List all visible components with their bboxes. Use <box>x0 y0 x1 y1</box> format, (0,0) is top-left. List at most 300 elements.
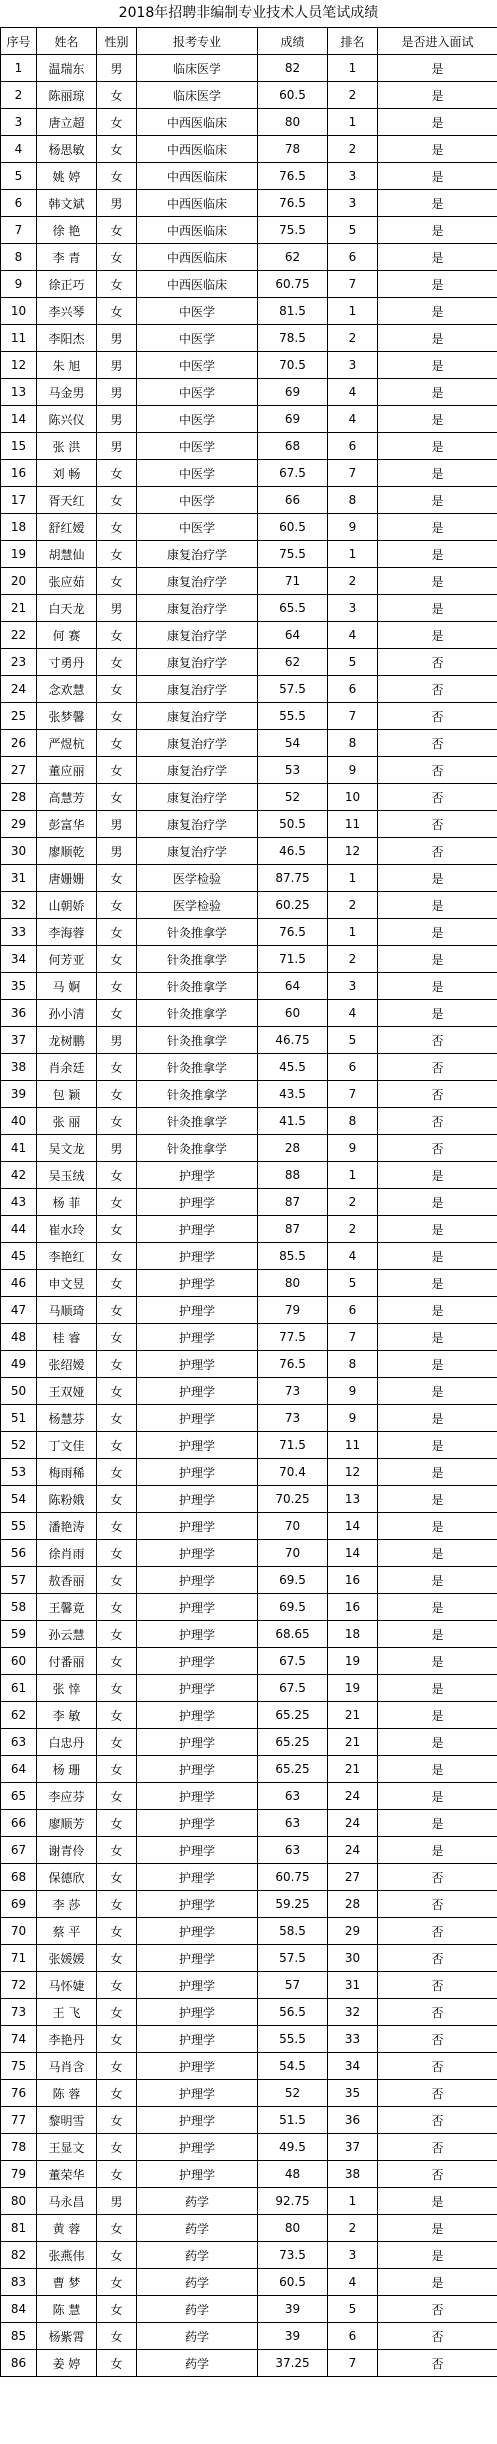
cell-gender: 女 <box>97 1216 137 1243</box>
cell-score: 76.5 <box>258 1351 328 1378</box>
cell-major: 护理学 <box>137 1756 258 1783</box>
cell-major: 护理学 <box>137 2026 258 2053</box>
cell-gender: 女 <box>97 487 137 514</box>
table-row <box>1 1756 497 1783</box>
cell-score: 65.25 <box>258 1756 328 1783</box>
cell-index: 2 <box>1 82 37 109</box>
cell-interview: 否 <box>378 1135 497 1162</box>
cell-rank: 9 <box>328 1405 378 1432</box>
cell-index: 36 <box>1 1000 37 1027</box>
table-row <box>1 811 497 838</box>
cell-score: 57 <box>258 1972 328 1999</box>
cell-name: 龙树鹏 <box>37 1027 97 1054</box>
cell-major: 中医学 <box>137 325 258 352</box>
cell-major: 药学 <box>137 2215 258 2242</box>
cell-interview: 否 <box>378 2026 497 2053</box>
cell-name: 蔡 平 <box>37 1918 97 1945</box>
cell-name: 胥天红 <box>37 487 97 514</box>
cell-name: 舒红嫒 <box>37 514 97 541</box>
cell-score: 57.5 <box>258 676 328 703</box>
cell-index: 10 <box>1 298 37 325</box>
cell-major: 中医学 <box>137 487 258 514</box>
cell-interview: 否 <box>378 784 497 811</box>
cell-name: 白天龙 <box>37 595 97 622</box>
table-row <box>1 1675 497 1702</box>
table-row <box>1 1216 497 1243</box>
cell-gender: 男 <box>97 379 137 406</box>
cell-index: 55 <box>1 1513 37 1540</box>
cell-index: 43 <box>1 1189 37 1216</box>
cell-rank: 33 <box>328 2026 378 2053</box>
cell-score: 77.5 <box>258 1324 328 1351</box>
table-row <box>1 2026 497 2053</box>
table-row <box>1 379 497 406</box>
cell-score: 60.75 <box>258 1864 328 1891</box>
cell-index: 84 <box>1 2296 37 2323</box>
table-row <box>1 136 497 163</box>
cell-rank: 2 <box>328 1216 378 1243</box>
table-row <box>1 1567 497 1594</box>
cell-index: 41 <box>1 1135 37 1162</box>
cell-score: 50.5 <box>258 811 328 838</box>
header-rank: 排名 <box>328 28 378 55</box>
cell-major: 护理学 <box>137 1378 258 1405</box>
cell-rank: 3 <box>328 2242 378 2269</box>
cell-index: 9 <box>1 271 37 298</box>
cell-index: 39 <box>1 1081 37 1108</box>
cell-gender: 男 <box>97 325 137 352</box>
cell-major: 康复治疗学 <box>137 595 258 622</box>
table-row <box>1 622 497 649</box>
table-row <box>1 1081 497 1108</box>
cell-major: 康复治疗学 <box>137 649 258 676</box>
cell-interview: 否 <box>378 1054 497 1081</box>
cell-rank: 3 <box>328 190 378 217</box>
cell-score: 54.5 <box>258 2053 328 2080</box>
cell-gender: 女 <box>97 1945 137 1972</box>
cell-gender: 女 <box>97 730 137 757</box>
table-row <box>1 946 497 973</box>
cell-score: 68.65 <box>258 1621 328 1648</box>
cell-score: 73 <box>258 1405 328 1432</box>
cell-major: 药学 <box>137 2323 258 2350</box>
cell-index: 51 <box>1 1405 37 1432</box>
cell-name: 申文昱 <box>37 1270 97 1297</box>
cell-major: 护理学 <box>137 1297 258 1324</box>
cell-name: 杨 珊 <box>37 1756 97 1783</box>
cell-rank: 4 <box>328 1000 378 1027</box>
cell-gender: 女 <box>97 2161 137 2188</box>
cell-name: 王显文 <box>37 2134 97 2161</box>
cell-name: 桂 睿 <box>37 1324 97 1351</box>
cell-rank: 6 <box>328 2323 378 2350</box>
table-row <box>1 1027 497 1054</box>
cell-gender: 男 <box>97 406 137 433</box>
cell-name: 孙云慧 <box>37 1621 97 1648</box>
cell-score: 46.75 <box>258 1027 328 1054</box>
cell-index: 6 <box>1 190 37 217</box>
cell-interview: 是 <box>378 919 497 946</box>
cell-major: 护理学 <box>137 1486 258 1513</box>
cell-interview: 否 <box>378 1891 497 1918</box>
cell-index: 16 <box>1 460 37 487</box>
cell-score: 65.25 <box>258 1702 328 1729</box>
cell-major: 临床医学 <box>137 82 258 109</box>
cell-index: 45 <box>1 1243 37 1270</box>
cell-gender: 男 <box>97 190 137 217</box>
cell-name: 唐姗姗 <box>37 865 97 892</box>
cell-rank: 30 <box>328 1945 378 1972</box>
cell-gender: 男 <box>97 433 137 460</box>
cell-rank: 36 <box>328 2107 378 2134</box>
cell-major: 护理学 <box>137 1945 258 1972</box>
table-row <box>1 676 497 703</box>
cell-major: 中医学 <box>137 352 258 379</box>
cell-gender: 男 <box>97 1027 137 1054</box>
cell-interview: 否 <box>378 1081 497 1108</box>
cell-gender: 女 <box>97 865 137 892</box>
cell-index: 65 <box>1 1783 37 1810</box>
table-row <box>1 919 497 946</box>
cell-gender: 女 <box>97 1162 137 1189</box>
cell-score: 69 <box>258 406 328 433</box>
cell-rank: 9 <box>328 514 378 541</box>
cell-rank: 9 <box>328 1378 378 1405</box>
cell-name: 杨慧芬 <box>37 1405 97 1432</box>
cell-major: 护理学 <box>137 1432 258 1459</box>
cell-name: 廖顺芳 <box>37 1810 97 1837</box>
cell-gender: 女 <box>97 1108 137 1135</box>
cell-gender: 女 <box>97 649 137 676</box>
cell-rank: 19 <box>328 1648 378 1675</box>
cell-index: 86 <box>1 2350 37 2377</box>
cell-gender: 女 <box>97 1297 137 1324</box>
cell-name: 李 敏 <box>37 1702 97 1729</box>
cell-rank: 4 <box>328 379 378 406</box>
header-interview: 是否进入面试 <box>378 28 497 55</box>
table-row <box>1 1891 497 1918</box>
cell-gender: 女 <box>97 1378 137 1405</box>
cell-interview: 是 <box>378 55 497 82</box>
cell-name: 廖顺乾 <box>37 838 97 865</box>
cell-gender: 女 <box>97 1756 137 1783</box>
cell-name: 李 莎 <box>37 1891 97 1918</box>
cell-major: 针灸推拿学 <box>137 1000 258 1027</box>
cell-index: 70 <box>1 1918 37 1945</box>
table-row <box>1 1459 497 1486</box>
cell-score: 87 <box>258 1189 328 1216</box>
table-row <box>1 1594 497 1621</box>
cell-interview: 是 <box>378 1162 497 1189</box>
cell-rank: 4 <box>328 1243 378 1270</box>
table-row <box>1 865 497 892</box>
cell-major: 康复治疗学 <box>137 757 258 784</box>
cell-rank: 7 <box>328 460 378 487</box>
cell-interview: 是 <box>378 1324 497 1351</box>
cell-major: 护理学 <box>137 1216 258 1243</box>
cell-score: 70.4 <box>258 1459 328 1486</box>
cell-name: 陈 慧 <box>37 2296 97 2323</box>
cell-rank: 32 <box>328 1999 378 2026</box>
cell-score: 39 <box>258 2296 328 2323</box>
cell-interview: 是 <box>378 1243 497 1270</box>
cell-score: 76.5 <box>258 190 328 217</box>
cell-rank: 2 <box>328 82 378 109</box>
table-row <box>1 1270 497 1297</box>
cell-name: 胡慧仙 <box>37 541 97 568</box>
cell-name: 崔水玲 <box>37 1216 97 1243</box>
cell-rank: 27 <box>328 1864 378 1891</box>
cell-major: 护理学 <box>137 1189 258 1216</box>
cell-major: 中西医临床 <box>137 163 258 190</box>
cell-major: 护理学 <box>137 1999 258 2026</box>
cell-name: 董荣华 <box>37 2161 97 2188</box>
cell-index: 28 <box>1 784 37 811</box>
cell-index: 27 <box>1 757 37 784</box>
cell-score: 55.5 <box>258 2026 328 2053</box>
cell-score: 92.75 <box>258 2188 328 2215</box>
table-row <box>1 1189 497 1216</box>
cell-name: 黎明雪 <box>37 2107 97 2134</box>
cell-gender: 女 <box>97 784 137 811</box>
table-row <box>1 460 497 487</box>
cell-score: 65.25 <box>258 1729 328 1756</box>
cell-score: 68 <box>258 433 328 460</box>
cell-rank: 19 <box>328 1675 378 1702</box>
cell-rank: 11 <box>328 811 378 838</box>
cell-name: 包 颖 <box>37 1081 97 1108</box>
cell-index: 66 <box>1 1810 37 1837</box>
cell-gender: 女 <box>97 2053 137 2080</box>
cell-major: 护理学 <box>137 1513 258 1540</box>
cell-major: 护理学 <box>137 1729 258 1756</box>
table-row <box>1 1702 497 1729</box>
cell-rank: 6 <box>328 1054 378 1081</box>
cell-name: 张绍嫒 <box>37 1351 97 1378</box>
cell-gender: 女 <box>97 1432 137 1459</box>
header-name: 姓名 <box>37 28 97 55</box>
cell-index: 75 <box>1 2053 37 2080</box>
cell-interview: 是 <box>378 136 497 163</box>
cell-rank: 7 <box>328 703 378 730</box>
cell-rank: 5 <box>328 2296 378 2323</box>
cell-rank: 34 <box>328 2053 378 2080</box>
cell-gender: 男 <box>97 2188 137 2215</box>
cell-interview: 是 <box>378 163 497 190</box>
cell-name: 马顺琦 <box>37 1297 97 1324</box>
cell-rank: 38 <box>328 2161 378 2188</box>
cell-score: 63 <box>258 1810 328 1837</box>
cell-major: 护理学 <box>137 1405 258 1432</box>
cell-interview: 是 <box>378 1756 497 1783</box>
cell-name: 张燕伟 <box>37 2242 97 2269</box>
cell-major: 护理学 <box>137 1864 258 1891</box>
cell-interview: 否 <box>378 2161 497 2188</box>
cell-interview: 是 <box>378 298 497 325</box>
cell-rank: 2 <box>328 136 378 163</box>
cell-index: 3 <box>1 109 37 136</box>
cell-rank: 12 <box>328 1459 378 1486</box>
cell-rank: 16 <box>328 1594 378 1621</box>
cell-interview: 否 <box>378 1108 497 1135</box>
cell-major: 康复治疗学 <box>137 784 258 811</box>
table-row <box>1 1648 497 1675</box>
cell-score: 70 <box>258 1540 328 1567</box>
cell-major: 护理学 <box>137 2080 258 2107</box>
cell-interview: 否 <box>378 1918 497 1945</box>
table-row <box>1 2188 497 2215</box>
table-row <box>1 1135 497 1162</box>
cell-interview: 是 <box>378 2242 497 2269</box>
table-row <box>1 1324 497 1351</box>
cell-rank: 21 <box>328 1729 378 1756</box>
cell-gender: 女 <box>97 1783 137 1810</box>
cell-index: 18 <box>1 514 37 541</box>
cell-major: 中西医临床 <box>137 136 258 163</box>
cell-score: 67.5 <box>258 1648 328 1675</box>
table-row <box>1 2215 497 2242</box>
cell-index: 85 <box>1 2323 37 2350</box>
cell-index: 69 <box>1 1891 37 1918</box>
cell-major: 药学 <box>137 2350 258 2377</box>
cell-gender: 女 <box>97 2134 137 2161</box>
cell-name: 杨紫霄 <box>37 2323 97 2350</box>
cell-score: 71 <box>258 568 328 595</box>
cell-gender: 女 <box>97 2269 137 2296</box>
cell-name: 李 青 <box>37 244 97 271</box>
table-row <box>1 1999 497 2026</box>
cell-rank: 3 <box>328 163 378 190</box>
cell-index: 72 <box>1 1972 37 1999</box>
cell-major: 护理学 <box>137 1837 258 1864</box>
cell-rank: 21 <box>328 1756 378 1783</box>
cell-rank: 24 <box>328 1810 378 1837</box>
cell-name: 念欢慧 <box>37 676 97 703</box>
cell-major: 护理学 <box>137 2053 258 2080</box>
header-gender: 性别 <box>97 28 137 55</box>
cell-interview: 是 <box>378 1270 497 1297</box>
table-row <box>1 298 497 325</box>
cell-gender: 女 <box>97 2107 137 2134</box>
table-row <box>1 190 497 217</box>
cell-score: 59.25 <box>258 1891 328 1918</box>
cell-name: 徐 艳 <box>37 217 97 244</box>
table-row <box>1 1108 497 1135</box>
cell-major: 康复治疗学 <box>137 703 258 730</box>
cell-score: 71.5 <box>258 1432 328 1459</box>
cell-index: 4 <box>1 136 37 163</box>
cell-gender: 女 <box>97 1243 137 1270</box>
cell-name: 李阳杰 <box>37 325 97 352</box>
cell-gender: 女 <box>97 2080 137 2107</box>
cell-major: 康复治疗学 <box>137 838 258 865</box>
cell-gender: 女 <box>97 1405 137 1432</box>
cell-interview: 是 <box>378 1351 497 1378</box>
cell-score: 60.5 <box>258 514 328 541</box>
cell-score: 39 <box>258 2323 328 2350</box>
cell-gender: 女 <box>97 1486 137 1513</box>
table-row <box>1 271 497 298</box>
cell-rank: 13 <box>328 1486 378 1513</box>
cell-gender: 女 <box>97 2242 137 2269</box>
cell-rank: 29 <box>328 1918 378 1945</box>
cell-name: 严煜杭 <box>37 730 97 757</box>
cell-index: 58 <box>1 1594 37 1621</box>
cell-gender: 女 <box>97 1324 137 1351</box>
cell-index: 83 <box>1 2269 37 2296</box>
cell-gender: 女 <box>97 1351 137 1378</box>
cell-gender: 男 <box>97 811 137 838</box>
cell-gender: 女 <box>97 2215 137 2242</box>
cell-major: 护理学 <box>137 1810 258 1837</box>
cell-rank: 8 <box>328 1108 378 1135</box>
cell-major: 护理学 <box>137 2161 258 2188</box>
table-row <box>1 1162 497 1189</box>
cell-interview: 是 <box>378 352 497 379</box>
cell-name: 徐肖雨 <box>37 1540 97 1567</box>
cell-score: 28 <box>258 1135 328 1162</box>
cell-major: 护理学 <box>137 2134 258 2161</box>
cell-score: 78 <box>258 136 328 163</box>
cell-score: 66 <box>258 487 328 514</box>
cell-gender: 女 <box>97 946 137 973</box>
cell-name: 李兴琴 <box>37 298 97 325</box>
cell-rank: 8 <box>328 487 378 514</box>
cell-index: 74 <box>1 2026 37 2053</box>
cell-score: 41.5 <box>258 1108 328 1135</box>
cell-interview: 否 <box>378 2107 497 2134</box>
cell-rank: 12 <box>328 838 378 865</box>
cell-rank: 6 <box>328 244 378 271</box>
cell-gender: 女 <box>97 1702 137 1729</box>
cell-name: 陈粉娥 <box>37 1486 97 1513</box>
cell-rank: 8 <box>328 730 378 757</box>
cell-major: 护理学 <box>137 1648 258 1675</box>
cell-gender: 女 <box>97 1621 137 1648</box>
cell-index: 59 <box>1 1621 37 1648</box>
table-row <box>1 163 497 190</box>
table-row <box>1 1540 497 1567</box>
cell-index: 23 <box>1 649 37 676</box>
cell-name: 何 赛 <box>37 622 97 649</box>
cell-rank: 6 <box>328 676 378 703</box>
cell-index: 71 <box>1 1945 37 1972</box>
cell-index: 14 <box>1 406 37 433</box>
cell-index: 57 <box>1 1567 37 1594</box>
cell-score: 78.5 <box>258 325 328 352</box>
cell-score: 48 <box>258 2161 328 2188</box>
cell-interview: 否 <box>378 2080 497 2107</box>
cell-gender: 女 <box>97 1810 137 1837</box>
table-row <box>1 2107 497 2134</box>
cell-index: 17 <box>1 487 37 514</box>
cell-major: 护理学 <box>137 1243 258 1270</box>
cell-name: 白忠丹 <box>37 1729 97 1756</box>
cell-interview: 是 <box>378 1486 497 1513</box>
cell-rank: 1 <box>328 298 378 325</box>
cell-score: 76.5 <box>258 163 328 190</box>
cell-score: 87.75 <box>258 865 328 892</box>
cell-index: 54 <box>1 1486 37 1513</box>
cell-gender: 女 <box>97 2296 137 2323</box>
cell-major: 中医学 <box>137 514 258 541</box>
cell-gender: 女 <box>97 541 137 568</box>
cell-gender: 女 <box>97 82 137 109</box>
cell-interview: 是 <box>378 1216 497 1243</box>
cell-rank: 1 <box>328 1162 378 1189</box>
cell-rank: 7 <box>328 271 378 298</box>
cell-gender: 女 <box>97 298 137 325</box>
